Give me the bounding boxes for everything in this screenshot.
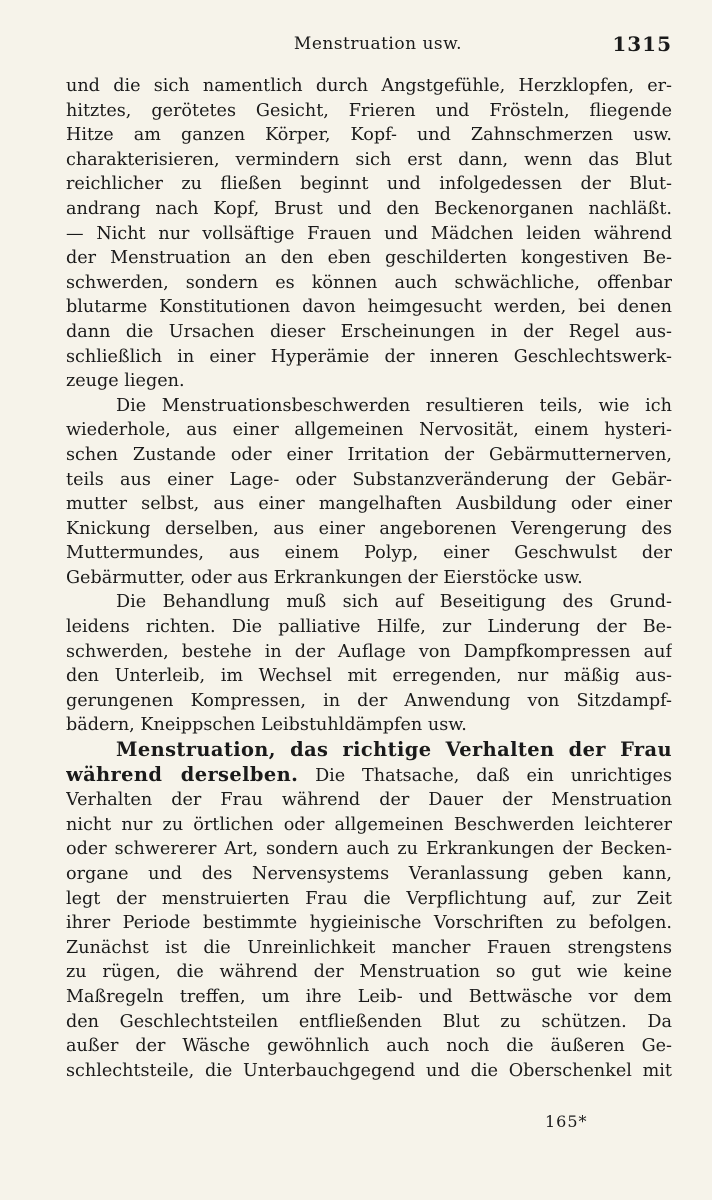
text-line: und die sich namentlich durch Angstgefühle, Herzklopfen, er-	[66, 76, 672, 96]
text-line: oder schwererer Art, sondern auch zu Erkrankungen der Becken-	[66, 839, 672, 860]
text-line: schwerden, sondern es können auch schwächliche, offenbar	[66, 272, 672, 293]
text-line: — Nicht nur vollsäftige Frauen und Mädchen leiden während	[66, 223, 672, 244]
text-line: bädern, Kneippschen Leibstuhldämpfen usw.	[66, 715, 467, 736]
body-text	[66, 74, 672, 1083]
text-line: Knickung derselben, aus einer angeborenen Verengerung des	[66, 518, 672, 539]
text-line: dann die Ursachen dieser Erscheinungen in der Regel aus-	[66, 321, 672, 342]
text-line: gerungenen Kompressen, in der Anwendung von Sitzdampf-	[66, 690, 672, 711]
text-line: zeuge liegen.	[66, 371, 185, 392]
text-run: Die Thatsache, daß ein unrichtiges	[315, 765, 672, 786]
text-line: Maßregeln treffen, um ihre Leib- und Bettwäsche vor dem	[66, 986, 672, 1007]
paragraph	[66, 394, 672, 591]
text-line: Verhalten der Frau während der Dauer der Menstruation	[66, 790, 672, 811]
text-line: Zunächst ist die Unreinlichkeit mancher Frauen strengstens	[66, 937, 672, 958]
signature-mark: 165*	[545, 1112, 588, 1131]
text-line: Die Behandlung muß sich auf Beseitigung des Grund-	[116, 592, 672, 613]
text-line: wiederhole, aus einer allgemeinen Nervosität, einem hysteri-	[66, 420, 672, 441]
text-line: hitztes, gerötetes Gesicht, Frieren und Frösteln, fliegende	[66, 100, 672, 121]
text-line: teils aus einer Lage- oder Substanzveränderung der Gebär-	[66, 469, 672, 490]
page-number: 1315	[612, 32, 672, 56]
text-line: der Menstruation an den eben geschilderten kongestiven Be-	[66, 248, 672, 269]
section	[66, 738, 672, 1083]
text-line: ihrer Periode bestimmte hygieinische Vorschriften zu befolgen.	[66, 913, 672, 934]
text-line: den Geschlechtsteilen entfließenden Blut zu schützen. Da	[66, 1011, 672, 1032]
page-header	[66, 34, 672, 68]
text-line: charakterisieren, vermindern sich erst dann, wenn das Blut	[66, 149, 672, 170]
text-line: leidens richten. Die palliative Hilfe, zur Linderung der Be-	[66, 617, 672, 638]
text-line: Die Menstruationsbeschwerden resultieren teils, wie ich	[116, 395, 672, 416]
text-line: Gebärmutter, oder aus Erkrankungen der Eierstöcke usw.	[66, 567, 583, 588]
paragraph	[66, 590, 672, 738]
text-line: schlechtsteile, die Unterbauchgegend und die Oberschenkel mit	[66, 1060, 672, 1081]
text-line: blutarme Konstitutionen davon heimgesucht werden, bei denen	[66, 297, 672, 318]
text-line: nicht nur zu örtlichen oder allgemeinen Beschwerden leichterer	[66, 814, 672, 835]
section-heading-continued: während derselben.	[66, 762, 299, 786]
paragraph	[66, 74, 672, 394]
text-line	[66, 763, 672, 789]
text-line: Muttermundes, aus einem Polyp, einer Geschwulst der	[66, 543, 672, 564]
text-line: legt der menstruierten Frau die Verpflichtung auf, zur Zeit	[66, 888, 672, 909]
text-line: schen Zustande oder einer Irritation der Gebärmutternerven,	[66, 444, 672, 465]
text-line: den Unterleib, im Wechsel mit erregenden, nur mäßig aus-	[66, 666, 672, 687]
text-line: außer der Wäsche gewöhnlich auch noch die äußeren Ge-	[66, 1036, 672, 1057]
text-line: mutter selbst, aus einer mangelhaften Ausbildung oder einer	[66, 494, 672, 515]
text-line: schwerden, bestehe in der Auflage von Dampfkompressen auf	[66, 641, 672, 662]
text-line: organe und des Nervensystems Veranlassung geben kann,	[66, 864, 672, 884]
text-line: schließlich in einer Hyperämie der inneren Geschlechtswerk-	[66, 346, 672, 367]
text-line: zu rügen, die während der Menstruation so gut wie keine	[66, 962, 672, 983]
text-line: reichlicher zu fließen beginnt und infolgedessen der Blut-	[66, 174, 672, 195]
running-title: Menstruation usw.	[293, 34, 463, 54]
text-line: andrang nach Kopf, Brust und den Beckenorganen nachläßt.	[66, 198, 672, 219]
text-line: Hitze am ganzen Körper, Kopf- und Zahnschmerzen usw.	[66, 125, 672, 146]
section-heading: Menstruation, das richtige Verhalten der Frau	[116, 738, 672, 762]
